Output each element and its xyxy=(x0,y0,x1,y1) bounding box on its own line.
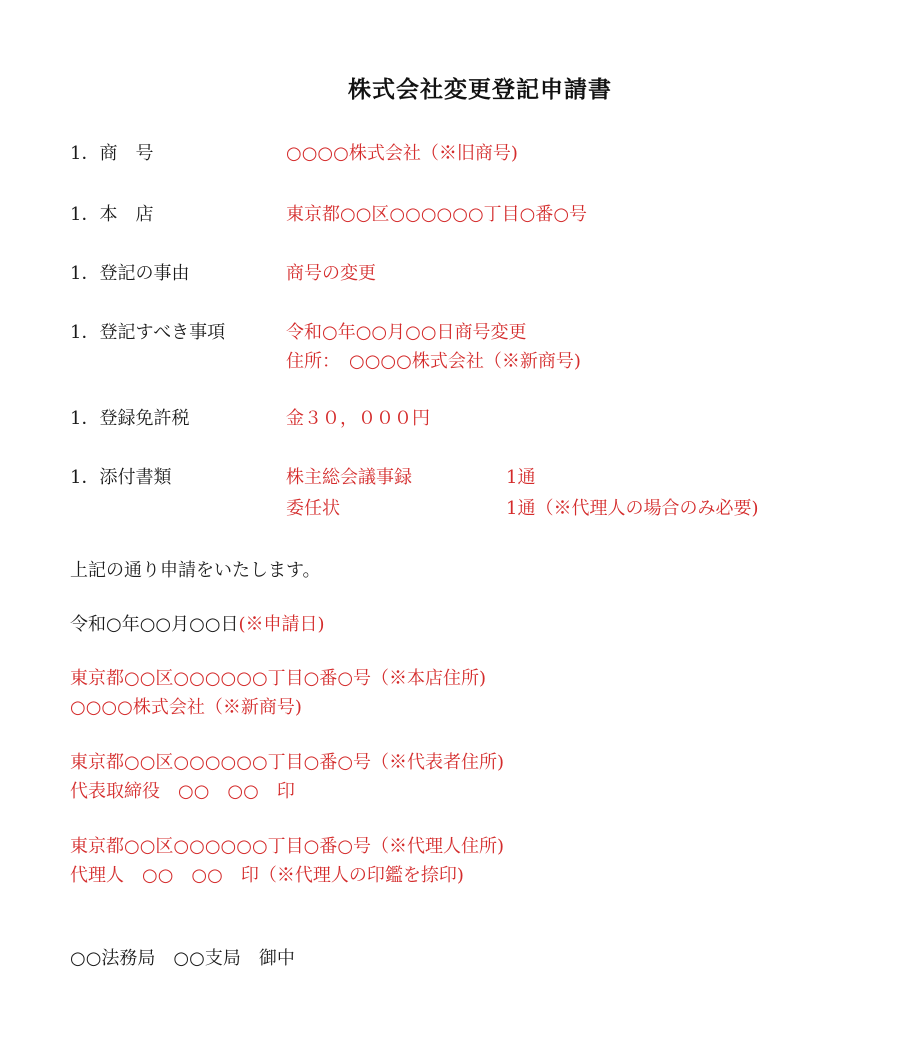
agent-name: 代理人 ○○ ○○ 印（※代理人の印鑑を捺印) xyxy=(70,865,464,886)
item-value-head-office: 東京都○○区○○○○○○丁目○番○号 xyxy=(286,204,588,225)
item-label-head-office: 1．本 店 xyxy=(70,204,154,225)
item-label-trade-name: 1．商 号 xyxy=(70,143,154,164)
representative-name: 代表取締役 ○○ ○○ 印 xyxy=(70,781,295,802)
representative-address: 東京都○○区○○○○○○丁目○番○号（※代表者住所) xyxy=(70,752,505,773)
attachment-name-1: 株主総会議事録 xyxy=(286,467,412,488)
addressee: ○○法務局 ○○支局 御中 xyxy=(70,948,295,969)
agent-address: 東京都○○区○○○○○○丁目○番○号（※代理人住所) xyxy=(70,836,505,857)
statement-text: 上記の通り申請をいたします。 xyxy=(70,560,321,581)
item-label-attachments: 1．添付書類 xyxy=(70,467,172,488)
attachment-name-2: 委任状 xyxy=(286,498,340,519)
item-value-trade-name: ○○○○株式会社（※旧商号) xyxy=(286,143,518,164)
item-label-tax: 1．登録免許税 xyxy=(70,408,190,429)
date-value: 令和○年○○月○○日 xyxy=(70,614,239,635)
item-value-tax: 金３０，０００円 xyxy=(286,408,430,429)
item-value-matters-line2: 住所： ○○○○株式会社（※新商号) xyxy=(286,351,581,372)
item-label-reason: 1．登記の事由 xyxy=(70,263,190,284)
attachment-count-1: 1通 xyxy=(506,467,536,488)
document-title: 株式会社変更登記申請書 xyxy=(348,76,612,103)
attachment-count-2: 1通（※代理人の場合のみ必要) xyxy=(506,498,759,519)
item-label-matters: 1．登記すべき事項 xyxy=(70,322,226,343)
applicant-company: ○○○○株式会社（※新商号) xyxy=(70,697,302,718)
date-note: (※申請日) xyxy=(238,614,325,635)
application-date xyxy=(70,616,325,634)
item-value-reason: 商号の変更 xyxy=(286,263,376,284)
applicant-address: 東京都○○区○○○○○○丁目○番○号（※本店住所) xyxy=(70,668,487,689)
item-value-matters-line1: 令和○年○○月○○日商号変更 xyxy=(286,322,527,343)
